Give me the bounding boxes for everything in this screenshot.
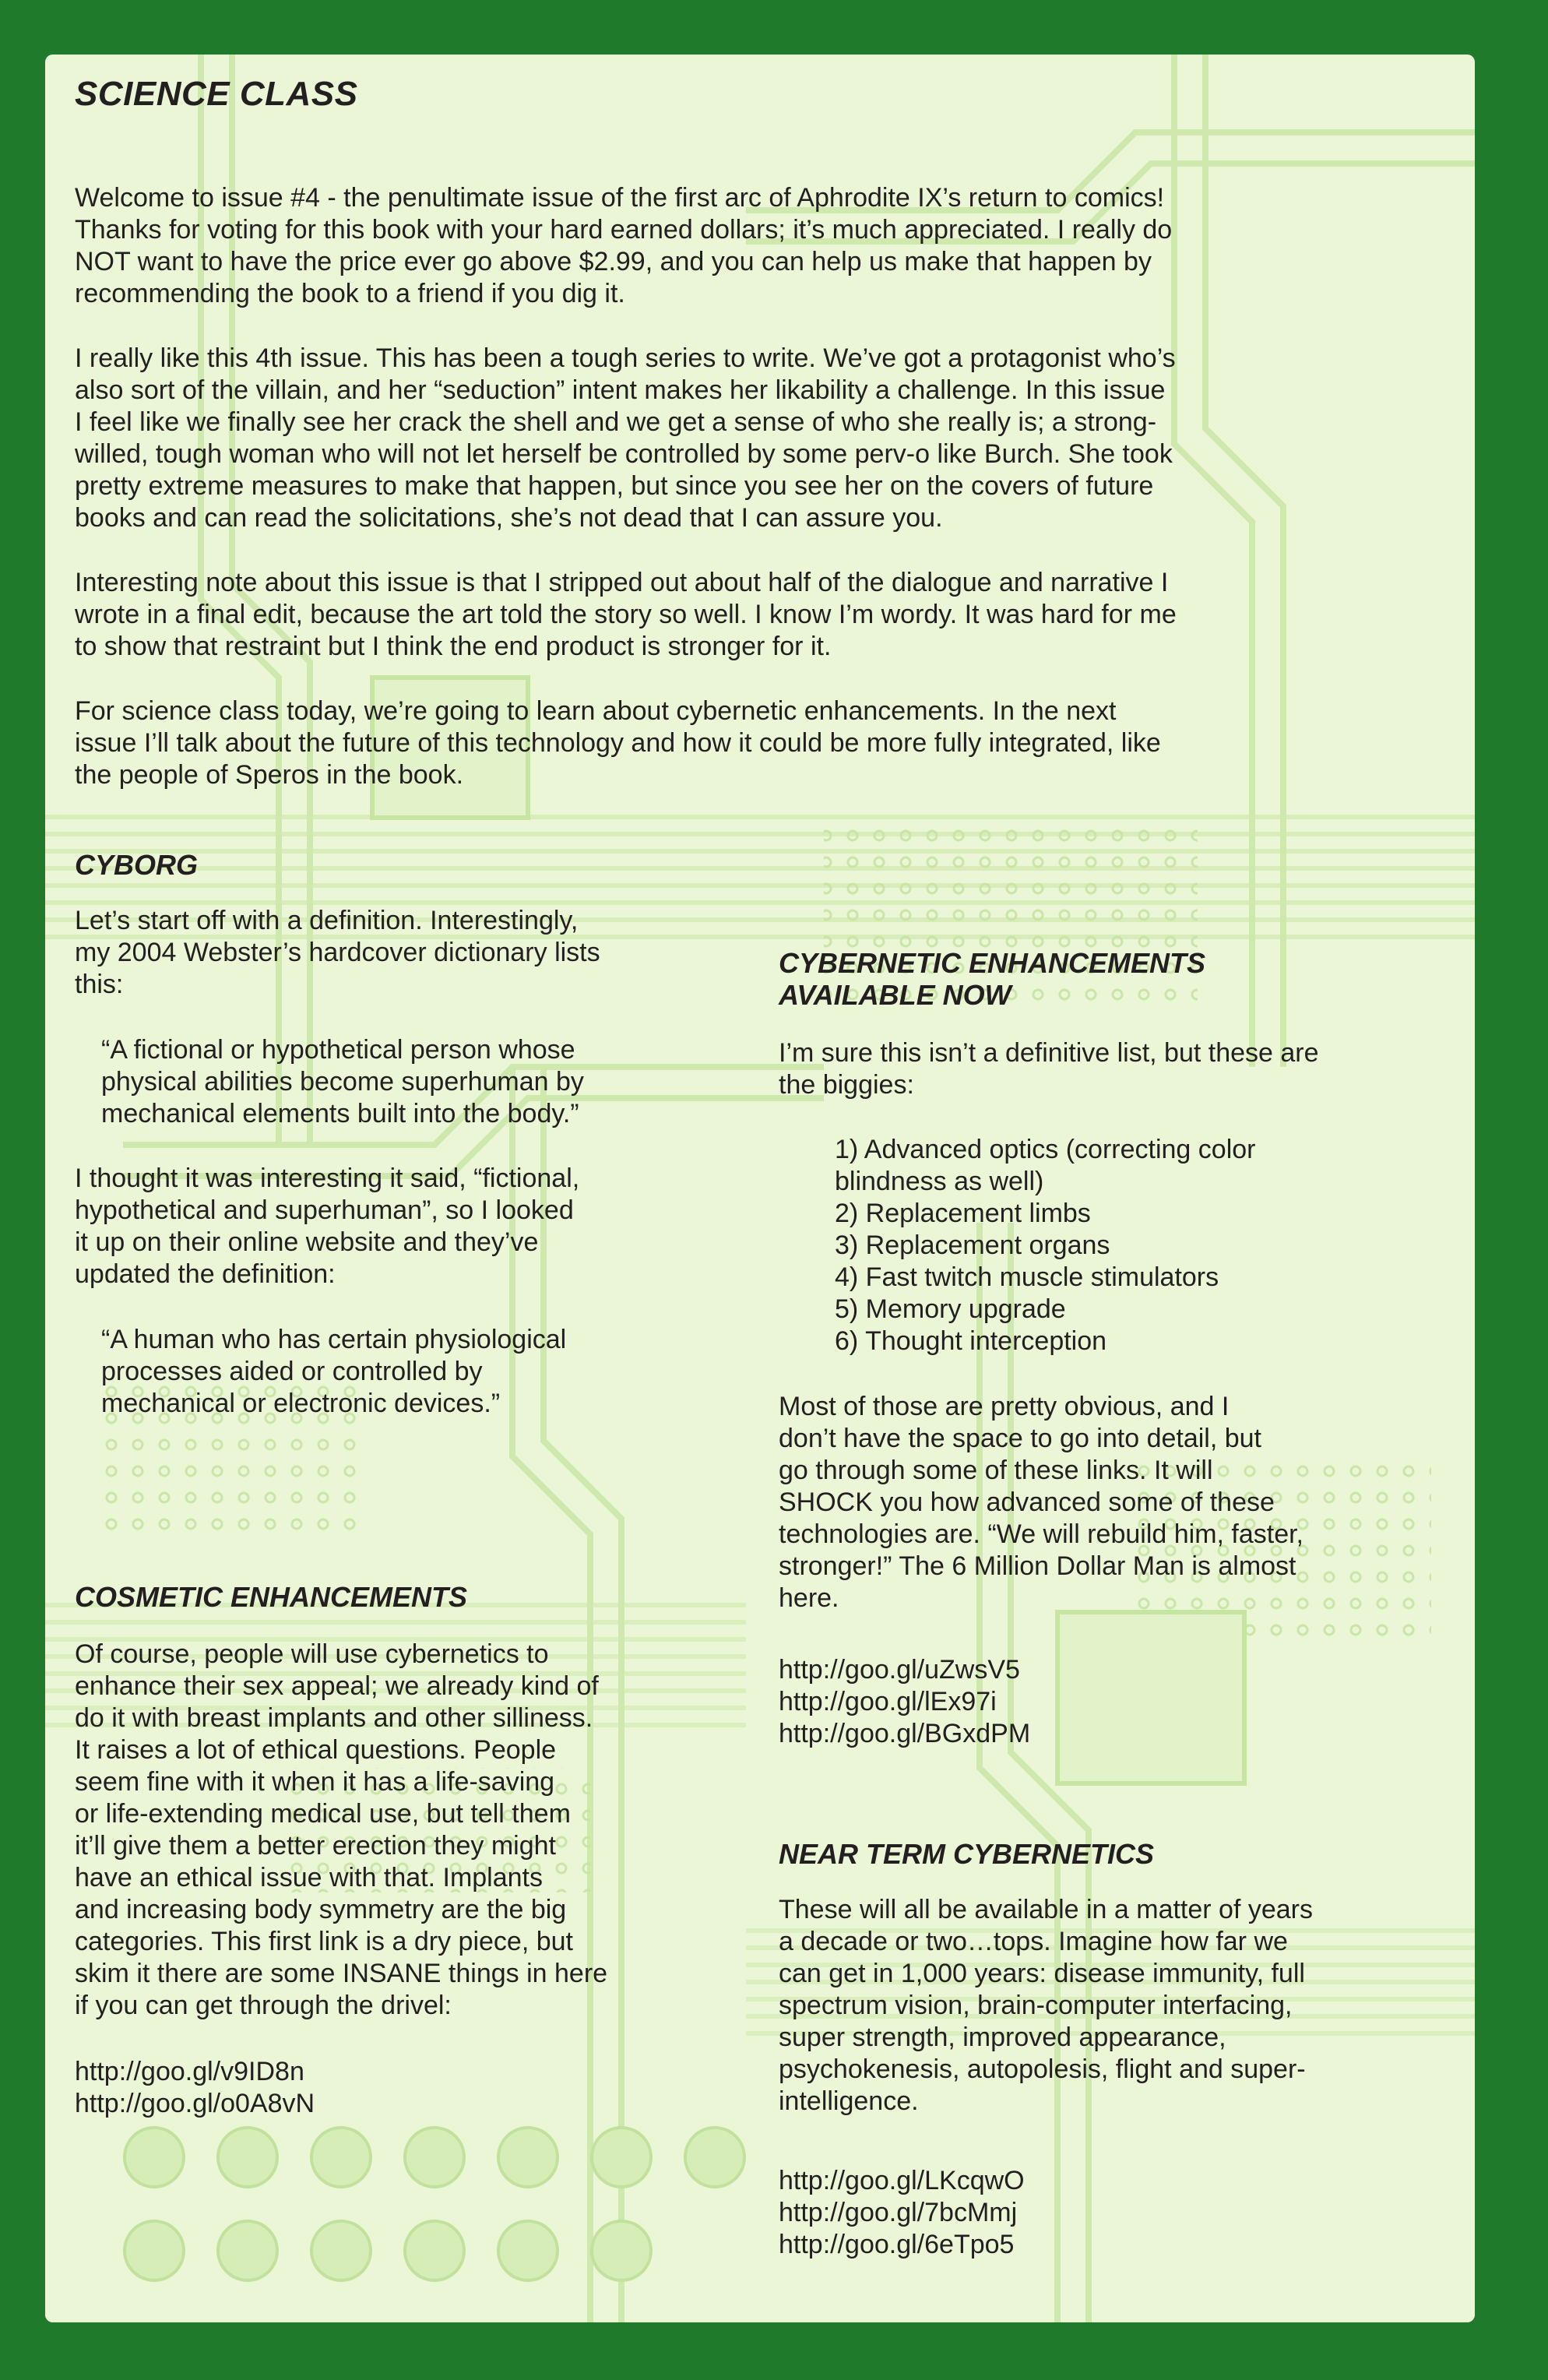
page-title: SCIENCE CLASS [75,75,358,113]
article-content [45,55,1475,2322]
list-item: 1) Advanced optics (correcting color blindness as well) [835,1135,1256,1196]
available-heading: CYBERNETIC ENHANCEMENTS AVAILABLE NOW [779,947,1206,1011]
list-item: 6) Thought interception [835,1326,1107,1356]
available-link-2[interactable]: http://goo.gl/lEx97i [779,1687,997,1716]
cyborg-quote-2: “A human who has certain physiological processes aided or controlled by mechanical or electronic devices.” [101,1325,567,1418]
cyborg-paragraph-1: Let’s start off with a definition. Interestingly, my 2004 Webster’s hardcover dictionary lists this: [75,906,600,999]
article-panel [45,55,1475,2322]
cosmetic-link-2[interactable]: http://goo.gl/o0A8vN [75,2089,315,2118]
list-item: 5) Memory upgrade [835,1294,1066,1324]
cosmetic-heading: COSMETIC ENHANCEMENTS [75,1581,468,1613]
nearterm-paragraph: These will all be available in a matter of years a decade or two…tops. Imagine how far we can get in 1,000 years: disease immunity, full spectrum vision, brain-computer interfacing, super strength, improved appearance, psychokenesis, autopolesis, flight and super- intelligence. [779,1895,1313,2116]
intro-paragraph-3: Interesting note about this issue is that I stripped out about half of the dialogue and narrative I wrote in a final edit, because the art told the story so well. I know I’m wordy. It was hard for me to show that restraint but I think the end product is stronger for it. [75,568,1177,661]
nearterm-heading: NEAR TERM CYBERNETICS [779,1838,1155,1870]
available-link-3[interactable]: http://goo.gl/BGxdPM [779,1719,1031,1748]
nearterm-link-1[interactable]: http://goo.gl/LKcqwO [779,2166,1025,2195]
nearterm-link-2[interactable]: http://goo.gl/7bcMmj [779,2198,1018,2227]
cosmetic-paragraph: Of course, people will use cybernetics to enhance their sex appeal; we already kind of do it with breast implants and other silliness. It raises a lot of ethical questions. People seem fine with it when it has a life-saving or life-extending medical use, but tell them it’ll give them a better erection they might have an ethical issue with that. Implants and increasing body symmetry are the big categories. This first link is a dry piece, but skim it there are some INSANE things in here if you can get through the drivel: [75,1639,608,2020]
cyborg-paragraph-2: I thought it was interesting it said, “fictional, hypothetical and superhuman”, so I looked it up on their online website and they’ve updated the definition: [75,1164,580,1289]
cyborg-heading: CYBORG [75,849,199,881]
available-paragraph-1: I’m sure this isn’t a definitive list, but these are the biggies: [779,1038,1319,1100]
list-item: 3) Replacement organs [835,1230,1110,1260]
available-paragraph-2: Most of those are pretty obvious, and I don’t have the space to go into detail, but go through some of these links. It will SHOCK you how advanced some of these technologies are. “We will rebuild him, faster, stronger!” The 6 Million Dollar Man is almost here. [779,1392,1304,1613]
intro-paragraph-1: Welcome to issue #4 - the penultimate issue of the first arc of Aphrodite IX’s return to comics! Thanks for voting for this book with your hard earned dollars; it’s much appreciated. I really do NOT want to have the price ever go above $2.99, and you can help us make that happen by recommending the book to a friend if you dig it. [75,183,1173,308]
intro-paragraph-2: I really like this 4th issue. This has been a tough series to write. We’ve got a protagonist who’s also sort of the villain, and her “seduction” intent makes her likability a challenge. In this issue I feel like we finally see her crack the shell and we get a sense of who she really is; a strong- willed, tough woman who will not let herself be controlled by some perv-o like Burch. She took pretty extreme measures to make that happen, but since you see her on the covers of future books and can read the solicitations, she’s not dead that I can assure you. [75,343,1176,533]
list-item: 4) Fast twitch muscle stimulators [835,1262,1219,1292]
nearterm-link-3[interactable]: http://goo.gl/6eTpo5 [779,2230,1015,2259]
intro-paragraph-4: For science class today, we’re going to learn about cybernetic enhancements. In the next issue I’ll talk about the future of this technology and how it could be more fully integrated, like the people of Speros in the book. [75,696,1161,790]
cosmetic-link-1[interactable]: http://goo.gl/v9ID8n [75,2057,304,2086]
list-item: 2) Replacement limbs [835,1199,1091,1228]
available-link-1[interactable]: http://goo.gl/uZwsV5 [779,1655,1020,1685]
cyborg-quote-1: “A fictional or hypothetical person whose physical abilities become superhuman by mechanical elements built into the body.” [101,1035,584,1128]
